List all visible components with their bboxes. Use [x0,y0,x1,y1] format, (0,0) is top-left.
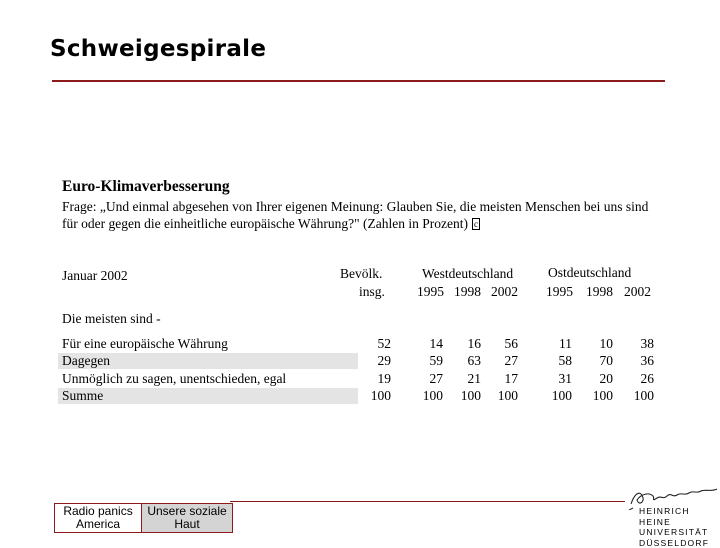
table-cell: 29 [351,353,391,369]
footer-nav [54,503,233,533]
table-cell: 58 [532,353,572,369]
table-cell: 52 [351,336,391,352]
slide-title: Schweigespirale [50,36,266,62]
table-cell: 20 [573,371,613,387]
table-cell: 31 [532,371,572,387]
table-cell: 70 [573,353,613,369]
table-cell: 100 [478,388,518,404]
title-divider [52,80,665,82]
table-cell: 27 [403,371,443,387]
table-cell: 100 [532,388,572,404]
survey-question [62,198,662,232]
table-cell: 100 [441,388,481,404]
table-cell: 38 [614,336,654,352]
table-cell: 56 [478,336,518,352]
year-ost-2002: 2002 [624,284,651,300]
tab-unsere-soziale-haut[interactable] [142,504,232,532]
copyright-icon: c [472,218,480,230]
question-text: Frage: „Und einmal abgesehen von Ihrer eigenen Meinung: Glauben Sie, die meisten Menschen bei uns sind für oder gegen die einheitliche europäische Währung?" (Zahlen in Prozent) [62,199,648,231]
date-label: Januar 2002 [62,268,128,284]
row-label: Dagegen [62,353,110,369]
table-cell: 36 [614,353,654,369]
table-image [58,176,664,416]
row-label: Unmöglich zu sagen, unentschieden, egal [62,371,286,387]
year-west-1995: 1995 [417,284,444,300]
year-ost-1995: 1995 [546,284,573,300]
table-cell: 16 [441,336,481,352]
tab-label-line: Haut [145,518,229,531]
table-cell: 17 [478,371,518,387]
table-cell: 10 [573,336,613,352]
university-logo [625,486,720,540]
group-west: Westdeutschland [422,266,513,282]
table-cell: 100 [403,388,443,404]
col-insg: insg. [359,284,385,300]
table-cell: 100 [614,388,654,404]
row-label: Für eine europäische Währung [62,336,228,352]
tab-radio-panics[interactable] [55,504,142,532]
table-cell: 59 [403,353,443,369]
col-bevoelk: Bevölk. [340,266,382,282]
year-ost-1998: 1998 [586,284,613,300]
tab-label-line: Radio panics [58,505,138,518]
section-label: Die meisten sind - [62,311,161,327]
footer-divider [230,501,625,502]
table-cell: 19 [351,371,391,387]
table-cell: 26 [614,371,654,387]
table-cell: 100 [351,388,391,404]
group-ost: Ostdeutschland [548,265,631,281]
table-heading: Euro-Klimaverbesserung [62,178,230,196]
table-cell: 27 [478,353,518,369]
table-cell: 14 [403,336,443,352]
table-cell: 11 [532,336,572,352]
year-west-2002: 2002 [491,284,518,300]
logo-line: UNIVERSITÄT [639,527,720,538]
table-cell: 63 [441,353,481,369]
tab-label-line: America [58,518,138,531]
year-west-1998: 1998 [454,284,481,300]
logo-line: HEINRICH HEINE [639,506,720,527]
logo-line: DÜSSELDORF [639,538,720,548]
table-cell: 100 [573,388,613,404]
tab-label-line: Unsere soziale [145,505,229,518]
table-cell: 21 [441,371,481,387]
row-label: Summe [62,388,103,404]
